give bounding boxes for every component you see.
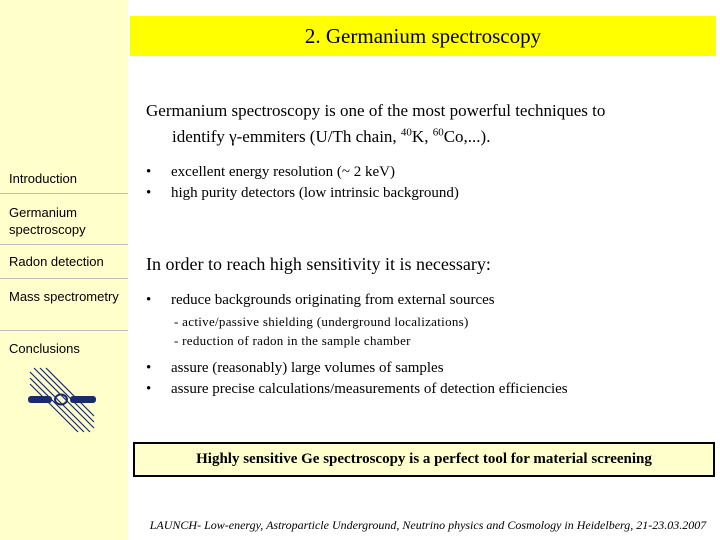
- intro-line-1: Germanium spectroscopy is one of the most powerful techniques to: [146, 101, 606, 120]
- footer: LAUNCH- Low-energy, Astroparticle Underground, Neutrino physics and Cosmology in Heidelberg, 21-23.03.2007: [149, 518, 707, 532]
- isotope-superscript: 60: [432, 126, 444, 139]
- intro-text: [146, 98, 706, 150]
- intro-text-segment: Co,...).: [443, 127, 491, 146]
- advantages-list: [146, 162, 459, 204]
- nav-item-conclusions[interactable]: Conclusions: [9, 341, 80, 356]
- requirements-list: [146, 290, 495, 311]
- list-item: • high purity detectors (low intrinsic background): [146, 183, 459, 204]
- nav-divider: [0, 193, 128, 194]
- nav-divider: [0, 244, 128, 245]
- list-item: • excellent energy resolution (~ 2 keV): [146, 162, 459, 183]
- nav-item-radon-detection[interactable]: Radon detection: [9, 254, 104, 269]
- requirements-list-2: [146, 358, 568, 400]
- list-item: • reduce backgrounds originating from external sources: [146, 290, 495, 311]
- sub-item: - active/passive shielding (underground localizations): [174, 314, 469, 329]
- list-item: • assure precise calculations/measurements of detection efficiencies: [146, 379, 568, 400]
- nav-divider: [0, 330, 128, 331]
- logo-icon: [28, 366, 96, 434]
- slide-title: 2. Germanium spectroscopy: [130, 16, 716, 56]
- conclusion-box: Highly sensitive Ge spectroscopy is a perfect tool for material screening: [133, 442, 715, 477]
- sidebar: [0, 0, 128, 540]
- nav-item-germanium-spectroscopy[interactable]: Germanium spectroscopy: [9, 205, 86, 237]
- nav-item-introduction[interactable]: Introduction: [9, 171, 77, 186]
- nav-divider: [0, 278, 128, 279]
- nav-item-mass-spectrometry[interactable]: Mass spectrometry: [9, 289, 119, 304]
- isotope-superscript: 40: [400, 126, 412, 139]
- section-heading: In order to reach high sensitivity it is necessary:: [146, 254, 491, 274]
- list-item: • assure (reasonably) large volumes of samples: [146, 358, 568, 379]
- intro-text-segment: identify γ-emmiters (U/Th chain,: [172, 127, 401, 146]
- sub-item: - reduction of radon in the sample chamber: [174, 333, 411, 348]
- intro-text-segment: K,: [411, 127, 433, 146]
- intro-line-2: [146, 124, 706, 150]
